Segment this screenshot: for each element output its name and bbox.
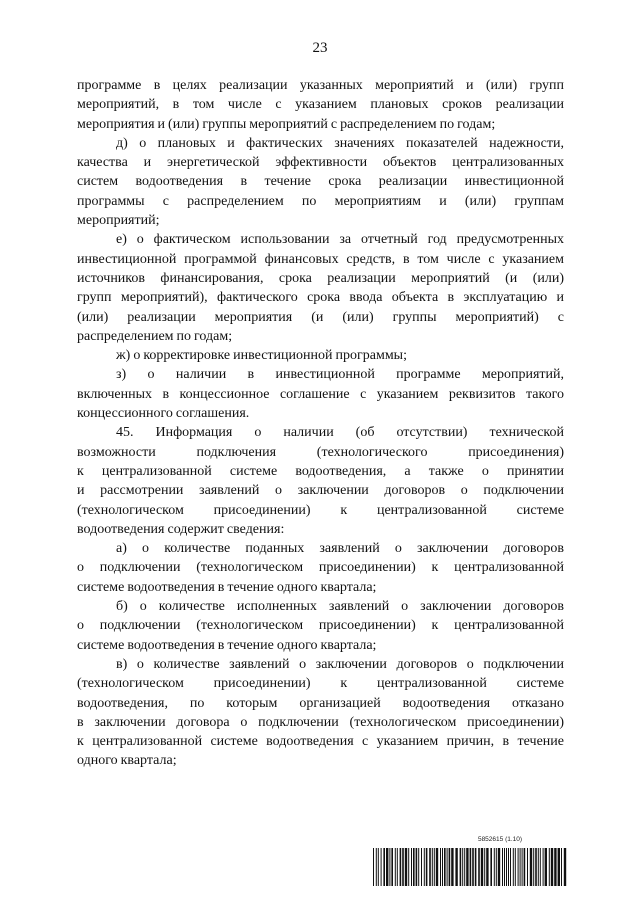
text-line: и рассмотрении заявлений о заключении договоров о подключении [77, 483, 564, 499]
text-line: к централизованной системе водоотведения, а также о принятии [77, 463, 564, 479]
text-line: мероприятия и (или) группы мероприятий с распределением по годам; [77, 116, 496, 132]
text-line: водоотведения содержит сведения: [77, 521, 285, 537]
text-line: возможности подключения (технологического присоединения) [77, 444, 564, 460]
text-line: в заключении договора о подключении (технологическом присоединении) [77, 714, 564, 730]
text-line: б) о количестве исполненных заявлений о заключении договоров [116, 599, 564, 615]
page-number: 23 [312, 40, 328, 56]
text-line: (технологическом присоединении) к централизованной системе [77, 676, 564, 692]
barcode-image [373, 848, 567, 886]
text-line: концессионного соглашения. [77, 406, 250, 422]
text-line: 45. Информация о наличии (об отсутствии) технической [116, 425, 564, 441]
text-line: одного квартала; [77, 753, 177, 769]
text-line: групп мероприятий), фактического срока ввода объекта в эксплуатацию и [77, 290, 564, 306]
text-line: программы с распределением по мероприятиям и (или) группам [77, 193, 564, 209]
barcode-block [373, 836, 567, 886]
text-line: системе водоотведения в течение одного квартала; [77, 579, 377, 595]
text-line: о подключении (технологическом присоединении) к централизованной [77, 618, 564, 634]
text-line: систем водоотведения в течение срока реализации инвестиционной [77, 174, 564, 190]
text-line: качества и энергетической эффективности объектов централизованных [77, 155, 564, 171]
text-line: ж) о корректировке инвестиционной программы; [116, 348, 407, 364]
document-body [77, 76, 564, 771]
barcode-caption: 5852615 (1.10) [477, 836, 523, 843]
text-line: а) о количестве поданных заявлений о заключении договоров [116, 541, 564, 557]
text-line: о подключении (технологическом присоединении) к централизованной [77, 560, 564, 576]
text-line: д) о плановых и фактических значениях показателей надежности, [116, 135, 564, 151]
text-line: включенных в концессионное соглашение с указанием реквизитов такого [77, 386, 564, 402]
text-line: (или) реализации мероприятия (и (или) группы мероприятий) с [77, 309, 564, 325]
text-line: з) о наличии в инвестиционной программе мероприятий, [116, 367, 564, 383]
text-line: мероприятий; [77, 213, 160, 229]
text-line: инвестиционной программой финансовых средств, в том числе с указанием [77, 251, 564, 267]
text-line: к централизованной системе водоотведения с указанием причин, в течение [77, 734, 564, 750]
text-line: (технологическом присоединении) к централизованной системе [77, 502, 564, 518]
text-line: распределением по годам; [77, 328, 233, 344]
text-line: программе в целях реализации указанных мероприятий и (или) групп [77, 78, 564, 93]
text-line: водоотведения, по которым организацией водоотведения отказано [77, 695, 564, 711]
text-line: источников финансирования, срока реализации мероприятий (и (или) [77, 270, 564, 286]
text-line: системе водоотведения в течение одного квартала; [77, 637, 377, 653]
text-line: е) о фактическом использовании за отчетный год предусмотренных [116, 232, 564, 248]
text-line: мероприятий, в том числе с указанием плановых сроков реализации [77, 97, 564, 113]
text-line: в) о количестве заявлений о заключении договоров о подключении [116, 656, 564, 672]
